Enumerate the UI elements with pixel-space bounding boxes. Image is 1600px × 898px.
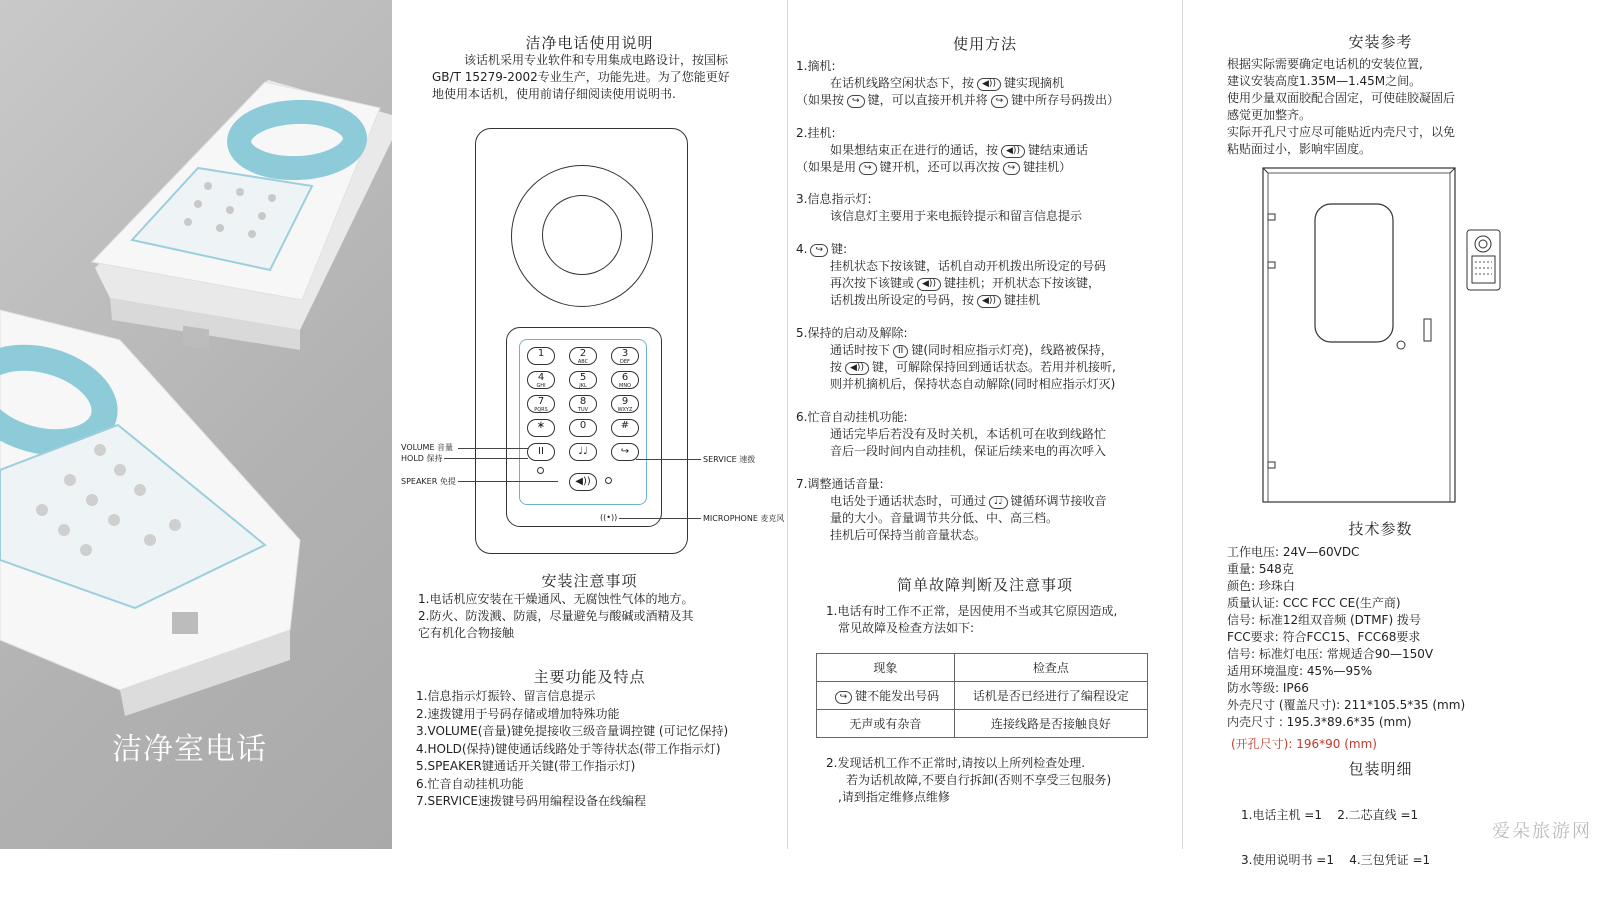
hold-key[interactable]: II (527, 443, 555, 461)
keypad-key[interactable]: 1 (527, 347, 555, 365)
fault-text: 1.电话有时工作不正常，是因使用不当或其它原因造成, (826, 604, 1118, 618)
pack-title: 包装明细 (1348, 760, 1413, 778)
s2-head: 2.挂机: (796, 126, 836, 140)
manual-intro (432, 52, 792, 103)
pack-item: 1.电话主机 =1 2.二芯直线 =1 (1241, 808, 1419, 822)
s2-text: （如果是用 (796, 160, 857, 174)
s4-text: 再次按下该键或 (830, 276, 915, 290)
pack-item: 3.使用说明书 =1 4.三包凭证 =1 (1241, 853, 1431, 867)
product-photo-panel (0, 0, 392, 849)
keypad-key-letters: GHI (536, 383, 546, 389)
intro-line: GB/T 15279-2002专业生产，功能先进。为了您能更好 (432, 70, 730, 84)
install-line: 粘贴面过小，影响牢固度。 (1227, 142, 1372, 156)
callout-line (458, 481, 558, 482)
install-item: 2.防火、防泼溅、防震，尽量避免与酸碱或酒精及其 (418, 609, 694, 623)
s1-text: 键，可以直接开机并将 (867, 93, 988, 107)
service-key-icon: ↪ (859, 162, 877, 175)
s7-text: 电话处于通话状态时，可通过 (830, 494, 987, 508)
keypad-key-letters: ABC (577, 359, 589, 365)
speaker-key-icon: ◀)) (1001, 145, 1025, 158)
hole-size: (开孔尺寸): 196*90 (mm) (1231, 737, 1377, 751)
s1-text: 键实现摘机 (1003, 76, 1064, 90)
product-title: 洁净室电话 (112, 732, 267, 767)
table-cell: ↪ 键不能发出号码 (817, 682, 955, 710)
table-row (817, 682, 1148, 710)
s7-text: 量的大小。音量调节共分低、中、高三档。 (830, 511, 1059, 525)
table-row (817, 710, 1148, 738)
keypad-key[interactable]: 8 (569, 395, 597, 413)
phone-front-drawing (475, 128, 688, 554)
s4-text: 键挂机；开机状态下按该键， (943, 276, 1100, 290)
install-ref-text (1227, 56, 1587, 158)
table-header: 现象 (817, 654, 955, 682)
fault-text: 常见故障及检查方法如下: (838, 621, 975, 635)
keypad-key[interactable]: 7 (527, 395, 555, 413)
fault-title: 简单故障判断及注意事项 (896, 576, 1073, 594)
keypad-key-letters: JKL (579, 383, 587, 389)
install-line: 使用少量双面胶配合固定，可使硅胶凝固后 (1227, 91, 1456, 105)
keypad-key[interactable]: 5 (569, 371, 597, 389)
table-cell: 连接线路是否接触良好 (954, 710, 1147, 738)
speaker-key-icon: ◀)) (917, 278, 941, 291)
table-header-row (817, 654, 1148, 682)
service-key-icon: ↪ (991, 95, 1009, 108)
keypad-key-letters: PQRS (534, 407, 548, 413)
s2-text: 键开机，还可以再次按 (879, 160, 1000, 174)
spec-item: 适用环境温度: 45%—95% (1227, 664, 1373, 678)
s7-text: 键循环调节接收音 (1010, 494, 1107, 508)
spec-item: 信号: 标准灯电压: 常规适合90—150V (1227, 647, 1434, 661)
spec-list (1227, 544, 1587, 753)
spec-item: 信号: 标准12组双音频 (DTMF) 拨号 (1227, 613, 1421, 627)
fault-note (826, 755, 1182, 806)
install-title: 安装注意事项 (541, 572, 638, 590)
usage-title: 使用方法 (952, 35, 1017, 53)
speaker-key-icon: ◀)) (977, 295, 1001, 308)
s4-text: 话机拨出所设定的号码，按 (830, 293, 975, 307)
install-line: 建议安装高度1.35M—1.45M之间。 (1227, 74, 1422, 88)
microphone-icon: ((•)) (600, 513, 618, 522)
s6-text: 通话完毕后若没有及时关机，本话机可在收到线路忙 (830, 427, 1107, 441)
s5-text: 键，可解除保持回到通话状态。若用并机接听, (871, 360, 1116, 374)
install-item: 1.电话机应安装在干燥通风、无腐蚀性气体的地方。 (418, 592, 694, 606)
feature-item: 7.SERVICE速拨键号码用编程设备在线编程 (416, 794, 647, 808)
s5-text: 键(同时相应指示灯亮)，线路被保持， (911, 343, 1113, 357)
s4-text: 挂机状态下按该键，话机自动开机拨出所设定的号码 (830, 259, 1107, 273)
manual-title: 洁净电话使用说明 (525, 34, 654, 52)
volume-key-icon: ♩♩ (989, 496, 1008, 509)
keypad-key[interactable]: 3 (611, 347, 639, 365)
spec-item: 防水等级: IP66 (1227, 681, 1309, 695)
door-diagram (1253, 164, 1553, 508)
s4-head: 键: (831, 242, 848, 256)
s5-text: 则并机摘机后，保持状态自动解除(同时相应指示灯灭) (830, 377, 1116, 391)
fault-text: 2.发现话机工作不正常时,请按以上所列检查处理. (826, 756, 1086, 770)
table-cell: 无声或有杂音 (817, 710, 955, 738)
s2-text: 如果想结束正在进行的通话，按 (830, 143, 999, 157)
s7-text: 挂机后可保持当前音量状态。 (830, 528, 987, 542)
s6-text: 音后一段时间内自动挂机，保证后续来电的再次呼入 (830, 444, 1107, 458)
s1-text: （如果按 (796, 93, 845, 107)
service-key-icon: ↪ (810, 244, 828, 257)
keypad-key-letters: MNO (619, 383, 631, 389)
callout-microphone: MICROPHONE 麦克风 (703, 514, 785, 523)
s4-text: 键挂机 (1003, 293, 1040, 307)
keypad-key[interactable]: 0 (569, 419, 597, 437)
install-item: 它有机化合物接触 (418, 626, 515, 640)
spec-item: 颜色: 珍珠白 (1227, 579, 1295, 593)
spec-item: 工作电压: 24V—60VDC (1227, 545, 1360, 559)
feature-item: 2.速拨键用于号码存储或增加特殊功能 (416, 706, 620, 721)
keypad-key[interactable]: 4 (527, 371, 555, 389)
fault-intro (826, 603, 1182, 637)
watermark: 爱朵旅游网 (1492, 821, 1592, 842)
hold-led (537, 467, 544, 474)
service-key-icon: ↪ (835, 691, 853, 704)
volume-key[interactable]: ♩♩ (569, 443, 597, 461)
manual-panel-usage (788, 0, 1182, 849)
install-line: 实际开孔尺寸应尽可能贴近内壳尺寸，以免 (1227, 125, 1456, 139)
table-cell: 话机是否已经进行了编程设定 (954, 682, 1147, 710)
intro-line: 地使用本话机，使用前请仔细阅读使用说明书. (432, 87, 676, 101)
s5-head: 5.保持的启动及解除: (796, 326, 908, 340)
feature-item: 3.VOLUME(音量)键免提接收三级音量调控键 (可记忆保持) (416, 724, 729, 738)
speaker-key-icon: ◀)) (977, 78, 1001, 91)
s5-text: 通话时按下 (830, 343, 891, 357)
table-header: 检查点 (954, 654, 1147, 682)
service-key[interactable]: ↪ (611, 443, 639, 461)
speaker-key-icon: ◀)) (845, 362, 869, 375)
keypad-key-letters: DEF (620, 359, 630, 365)
product-render (0, 0, 392, 849)
phone-render-upper (92, 80, 392, 350)
keypad-key-letters: TUV (577, 407, 589, 413)
keypad-key-letters: WXYZ (617, 407, 633, 413)
service-key-icon: ↪ (847, 95, 865, 108)
led-indicator (605, 477, 612, 484)
keypad-key[interactable]: ∗ (527, 419, 555, 437)
callout-hold: HOLD 保持 (401, 454, 443, 463)
feature-item: 4.HOLD(保持)键使通话线路处于等待状态(带工作指示灯) (416, 741, 721, 756)
callout-line (619, 518, 701, 519)
spec-item: 外壳尺寸 (覆盖尺寸): 211*105.5*35 (mm) (1227, 698, 1466, 712)
intro-line: 该话机采用专业软件和专用集成电路设计，按国标 (464, 53, 729, 67)
s1-text: 键中所存号码拨出） (1011, 93, 1120, 107)
s1-text: 在话机线路空闲状态下，按 (830, 76, 975, 90)
speaker-key[interactable]: ◀)) (569, 473, 597, 491)
usage-body (796, 58, 1180, 544)
hold-key-icon: II (893, 345, 908, 358)
speaker-inner-ring (542, 195, 622, 275)
keypad-key[interactable]: 9 (611, 395, 639, 413)
spec-item: 内壳尺寸 : 195.3*89.6*35 (mm) (1227, 715, 1412, 729)
features-title: 主要功能及特点 (533, 668, 646, 686)
install-list (418, 591, 783, 642)
install-line: 根据实际需要确定电话机的安装位置, (1227, 57, 1423, 71)
feature-item: 1.信息指示灯振铃、留言信息提示 (416, 689, 596, 703)
spec-item: 重量: 548克 (1227, 562, 1294, 576)
keypad-key[interactable]: 2 (569, 347, 597, 365)
callout-line (636, 459, 701, 460)
fault-text: ,请到指定维修点维修 (838, 790, 950, 804)
s7-head: 7.调整通话音量: (796, 477, 884, 491)
callout-speaker: SPEAKER 免提 (401, 477, 456, 486)
install-ref-title: 安装参考 (1348, 33, 1413, 51)
callout-line (444, 458, 528, 459)
spec-title: 技术参数 (1348, 520, 1413, 538)
keypad-key[interactable]: 6 (611, 371, 639, 389)
feature-item: 5.SPEAKER键通话开关键(带工作指示灯) (416, 759, 636, 773)
s6-head: 6.忙音自动挂机功能: (796, 410, 908, 424)
keypad-key[interactable]: # (611, 419, 639, 437)
spec-item: FCC要求: 符合FCC15、FCC68要求 (1227, 630, 1421, 644)
service-key-icon: ↪ (1003, 162, 1021, 175)
fault-table (816, 653, 1148, 738)
manual-panel-intro (392, 0, 787, 849)
s5-text: 按 (830, 360, 843, 374)
install-line: 感觉更加整齐。 (1227, 108, 1312, 122)
s2-text: 键挂机） (1023, 160, 1072, 174)
callout-service: SERVICE 速拨 (703, 455, 756, 464)
s3-text: 该信息灯主要用于来电振铃提示和留言信息提示 (830, 209, 1083, 223)
s3-head: 3.信息指示灯: (796, 192, 872, 206)
s2-text: 键结束通话 (1027, 143, 1088, 157)
fault-text: 若为话机故障,不要自行拆卸(否则不享受三包服务) (846, 773, 1112, 787)
callout-line (458, 448, 528, 449)
feature-item: 6.忙音自动挂机功能 (416, 776, 524, 791)
s1-head: 1.摘机: (796, 59, 836, 73)
features-list (416, 688, 786, 811)
spec-item: 质量认证: CCC FCC CE(生产商) (1227, 596, 1401, 610)
s4-head: 4. (796, 242, 808, 256)
manual-panel-specs (1183, 0, 1600, 867)
callout-volume: VOLUME 音量 (401, 443, 454, 452)
